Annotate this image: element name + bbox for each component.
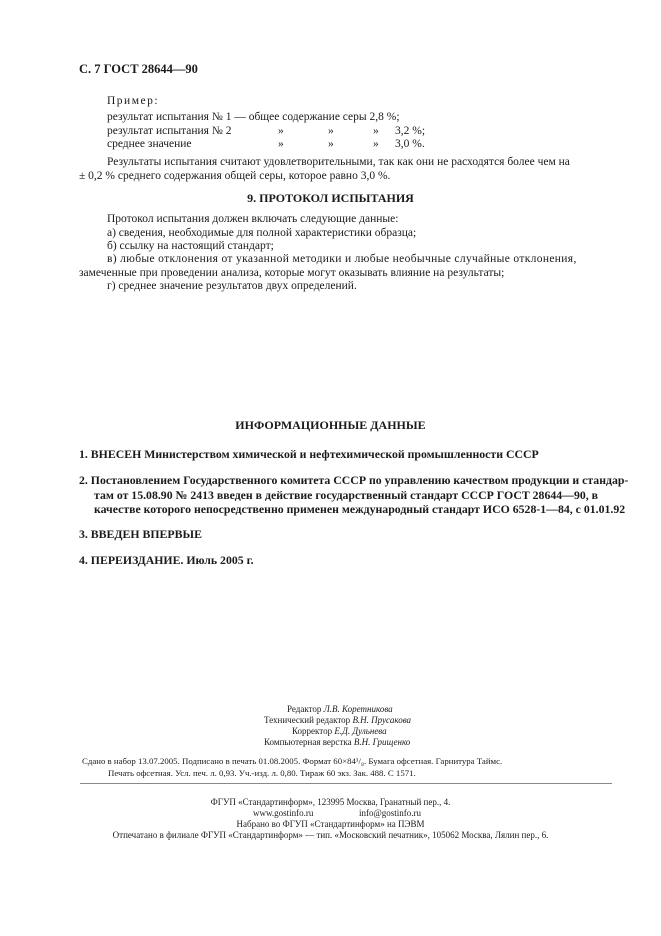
credit-name: В.Н. Прусакова: [352, 715, 412, 725]
credit-name: Е.Д. Дульнева: [334, 726, 387, 736]
credit-name: В.Н. Грищенко: [353, 737, 411, 747]
credit-layout: [264, 737, 410, 748]
page-header: С. 7 ГОСТ 28644—90: [79, 62, 198, 76]
publisher-typeset: Набрано во ФГУП «Стандартинформ» на ПЭВМ: [236, 819, 425, 829]
protocol-item-c-line-1: в) любые отклонения от указанной методики и любые необычные случайные отклонения,: [107, 253, 577, 265]
example-row-1: результат испытания № 1 — общее содержание серы 2,8 %;: [107, 111, 400, 123]
protocol-item-d: г) среднее значение результатов двух определений.: [107, 280, 357, 292]
ditto-mark: »: [328, 125, 334, 137]
info-item-2-line-3: качестве которого непосредственно применен международный стандарт ИСО 6528-1—84, с 01.01.92: [94, 502, 626, 516]
info-item-4: 4. ПЕРЕИЗДАНИЕ. Июль 2005 г.: [79, 553, 254, 567]
protocol-item-c-line-2: замеченные при проведении анализа, которые могут оказывать влияние на результаты;: [79, 267, 505, 279]
credit-role: Корректор: [292, 726, 333, 736]
ditto-mark: »: [373, 125, 379, 137]
publisher-address: ФГУП «Стандартинформ», 123995 Москва, Гранатный пер., 4.: [210, 797, 451, 807]
protocol-item-a: а) сведения, необходимые для полной характеристики образца;: [107, 227, 417, 239]
info-item-3: 3. ВВЕДЕН ВПЕРВЫЕ: [79, 527, 202, 541]
divider: [80, 783, 612, 784]
credit-tech-editor: [264, 715, 411, 726]
publisher-site: www.gostinfo.ru: [253, 808, 314, 818]
credit-editor: [287, 704, 393, 715]
info-item-2-line-2: там от 15.08.90 № 2413 введен в действие государственный стандарт СССР ГОСТ 28644—90, в: [94, 488, 599, 502]
imprint-line-1: Сдано в набор 13.07.2005. Подписано в печать 01.08.2005. Формат 60×84¹/₈. Бумага офсетная. Гарнитура Таймс.: [82, 756, 503, 766]
example-row-3-value: 3,0 %.: [395, 138, 425, 150]
example-row-2-value: 3,2 %;: [395, 125, 426, 137]
ditto-mark: »: [278, 138, 284, 150]
info-title: ИНФОРМАЦИОННЫЕ ДАННЫЕ: [235, 418, 426, 432]
info-item-2-line-1: 2. Постановлением Государственного комитета СССР по управлению качеством продукции и стандар-: [79, 473, 629, 487]
imprint-line-2: Печать офсетная. Усл. печ. л. 0,93. Уч.-изд. л. 0,80. Тираж 60 экз. Зак. 488. С 1571.: [108, 768, 416, 778]
credit-corrector: [292, 726, 387, 737]
example-row-2-label: результат испытания № 2: [107, 125, 232, 137]
ditto-mark: »: [373, 138, 379, 150]
protocol-intro: Протокол испытания должен включать следующие данные:: [107, 213, 399, 225]
section-9-title: 9. ПРОТОКОЛ ИСПЫТАНИЯ: [247, 191, 414, 205]
credit-role: Компьютерная верстка: [264, 737, 352, 747]
ditto-mark: »: [328, 138, 334, 150]
credit-name: Л.В. Коретникова: [323, 704, 393, 714]
protocol-item-b: б) ссылку на настоящий стандарт;: [107, 240, 274, 252]
ditto-mark: »: [278, 125, 284, 137]
publisher-email: info@gostinfo.ru: [359, 808, 422, 818]
credit-role: Редактор: [287, 704, 322, 714]
conclusion-line-1: Результаты испытания считают удовлетворительными, так как они не расходятся более чем на: [107, 156, 570, 168]
info-item-1: 1. ВНЕСЕН Министерством химической и нефтехимической промышленности СССР: [79, 447, 539, 461]
example-label: Пример:: [107, 95, 160, 107]
conclusion-line-2: ± 0,2 % среднего содержания общей серы, которое равно 3,0 %.: [79, 170, 391, 182]
publisher-printed: Отпечатано в филиале ФГУП «Стандартинформ» — тип. «Московский печатник», 105062 Москва, Лялин пер., 6.: [112, 830, 549, 840]
credit-role: Технический редактор: [264, 715, 351, 725]
example-row-3-label: среднее значение: [107, 138, 192, 150]
